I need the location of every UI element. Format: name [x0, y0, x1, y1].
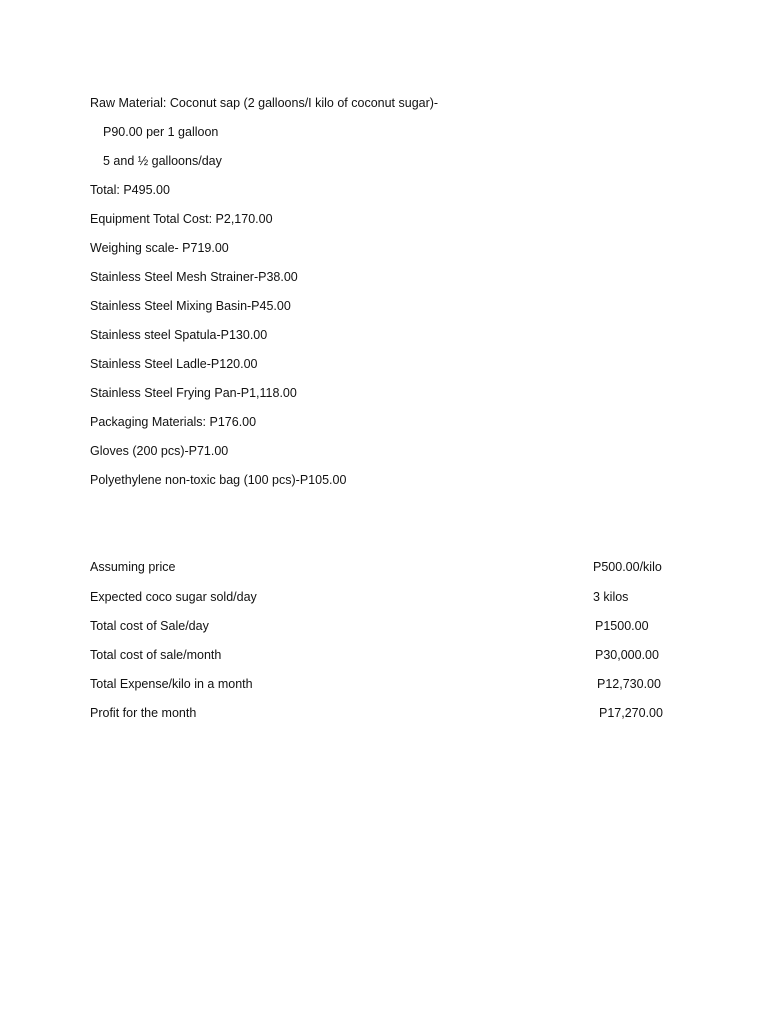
equipment-item: Stainless Steel Mixing Basin-P45.00	[90, 299, 291, 313]
packaging-item: Polyethylene non-toxic bag (100 pcs)-P105.00	[90, 473, 347, 487]
summary-value: 3 kilos	[593, 590, 629, 604]
raw-material-line: Raw Material: Coconut sap (2 galloons/I kilo of coconut sugar)-	[90, 96, 439, 110]
equipment-item: Stainless Steel Ladle-P120.00	[90, 357, 258, 371]
summary-value: P30,000.00	[595, 648, 659, 662]
summary-value: P12,730.00	[597, 677, 661, 691]
summary-value: P1500.00	[595, 619, 649, 633]
summary-label: Assuming price	[90, 560, 176, 574]
price-per-gallon-line: P90.00 per 1 galloon	[103, 125, 219, 139]
equipment-total-line: Equipment Total Cost: P2,170.00	[90, 212, 273, 226]
gallons-per-day-line: 5 and ½ galloons/day	[103, 154, 222, 168]
raw-total-line: Total: P495.00	[90, 183, 170, 197]
equipment-item: Stainless steel Spatula-P130.00	[90, 328, 268, 342]
summary-value: P500.00/kilo	[593, 560, 662, 574]
summary-value: P17,270.00	[599, 706, 663, 720]
packaging-total-line: Packaging Materials: P176.00	[90, 415, 257, 429]
summary-label: Profit for the month	[90, 706, 197, 720]
equipment-item: Stainless Steel Mesh Strainer-P38.00	[90, 270, 298, 284]
packaging-item: Gloves (200 pcs)-P71.00	[90, 444, 229, 458]
summary-label: Total Expense/kilo in a month	[90, 677, 253, 691]
summary-label: Total cost of Sale/day	[90, 619, 209, 633]
summary-label: Total cost of sale/month	[90, 648, 222, 662]
equipment-item: Weighing scale- P719.00	[90, 241, 229, 255]
summary-label: Expected coco sugar sold/day	[90, 590, 257, 604]
equipment-item: Stainless Steel Frying Pan-P1,118.00	[90, 386, 297, 400]
